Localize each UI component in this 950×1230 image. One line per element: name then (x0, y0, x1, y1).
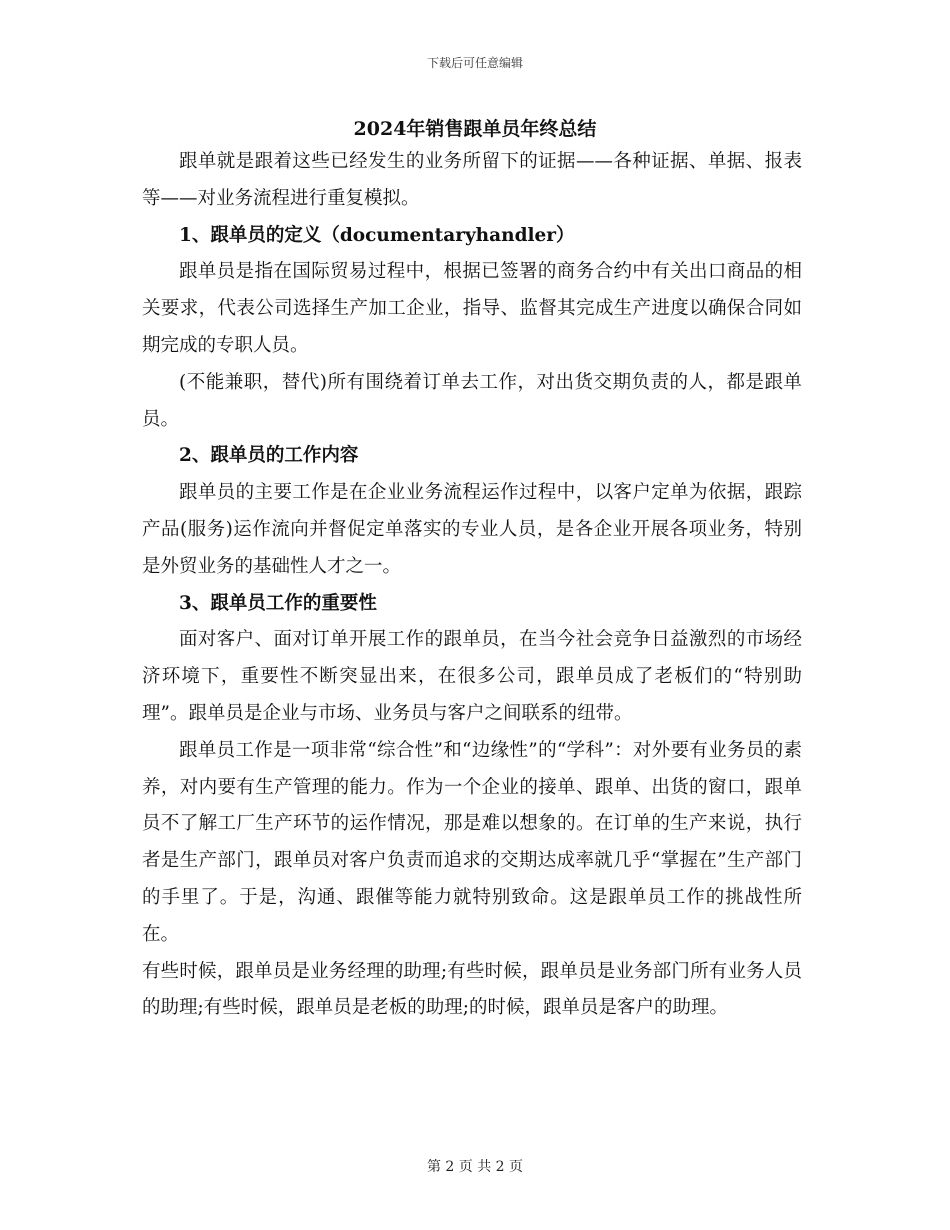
importance-paragraph: 面对客户、面对订单开展工作的跟单员，在当今社会竞争日益激烈的市场经济环境下，重要性不断突显出来，在很多公司，跟单员成了老板们的“特别助理”。跟单员是企业与市场、业务员与客户之间联系的纽带。 (142, 629, 802, 724)
comprehensive-role-paragraph: 跟单员工作是一项非常“综合性”和“边缘性”的“学科”：对外要有业务员的素养，对内要有生产管理的能力。作为一个企业的接单、跟单、出货的窗口，跟单员不了解工厂生产环节的运作情况，那是难以想象的。在订单的生产来说，执行者是生产部门，跟单员对客户负责而追求的交期达成率就几乎“掌握在”生产部门的手里了。于是，沟通、跟催等能力就特别致命。这是跟单员工作的挑战性所在。 (142, 739, 802, 945)
section-heading-work-content: 2、跟单员的工作内容 (179, 445, 359, 467)
intro-paragraph: 跟单就是跟着这些已经发生的业务所留下的证据——各种证据、单据、报表等——对业务流程进行重复模拟。 (142, 151, 802, 209)
document-title: 2024年销售跟单员年终总结 (353, 118, 597, 140)
section-heading-definition: 1、跟单员的定义（documentaryhandler） (179, 224, 575, 246)
definition-note-paragraph: (不能兼职，替代)所有围绕着订单去工作，对出货交期负责的人，都是跟单员。 (142, 371, 802, 430)
definition-paragraph: 跟单员是指在国际贸易过程中，根据已签署的商务合约中有关出口商品的相关要求，代表公司选择生产加工企业，指导、监督其完成生产进度以确保合同如期完成的专职人员。 (142, 261, 802, 356)
page-header-note: 下载后可任意编辑 (426, 56, 523, 70)
section-heading-importance: 3、跟单员工作的重要性 (179, 592, 377, 614)
page-number-footer: 第 2 页 共 2 页 (426, 1159, 524, 1175)
assistant-role-paragraph: 有些时候，跟单员是业务经理的助理;有些时候，跟单员是业务部门所有业务人员的助理;有些时候，跟单员是老板的助理;的时候，跟单员是客户的助理。 (142, 960, 802, 1019)
document-body (142, 144, 802, 1027)
work-content-paragraph: 跟单员的主要工作是在企业业务流程运作过程中，以客户定单为依据，跟踪产品(服务)运作流向并督促定单落实的专业人员，是各企业开展各项业务，特别是外贸业务的基础性人才之一。 (142, 482, 802, 577)
